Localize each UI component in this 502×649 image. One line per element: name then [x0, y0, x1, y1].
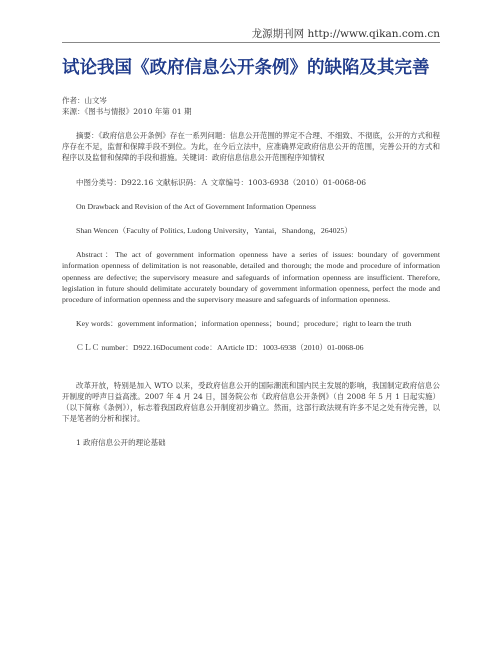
- english-abstract: Abstract：The act of government information openness have a series of issues: boundary of government information openness of delimitation is not reasonable, detailed and thorough; the mode and procedure of information openness are defective; the supervisory measure and safeguards of information openness are insufficient. Therefore, legislation in future should delimitate accurately boundary of government information openness, perfect the mode and procedure of information openness and the supervisory measure and safeguards of information openness.: [62, 250, 440, 305]
- header-divider: [62, 42, 440, 43]
- english-title: On Drawback and Revision of the Act of Government Information Openness: [76, 201, 316, 211]
- intro-paragraph: 改革开放，特别是加入 WTO 以来，受政府信息公开的国际潮流和国内民主发展的影响，我国制定政府信息公开制度的呼声日益高涨。2007 年 4 月 24 日，国务院公布《政府信息公开条例》（自 2008 年 5 月 1 日起实施）（以下简称《条例》），标志着我国政府信息公开制度初步确立。然而，这部行政法规有许多不足之处有待完善，以下是笔者的分析和探讨。: [62, 380, 440, 424]
- section-heading: 1 政府信息公开的理论基础: [76, 438, 166, 448]
- classification-chinese: 中图分类号：D922.16 文献标识码：Ａ 文章编号：1003-6938（2010）01-0068-06: [76, 177, 367, 187]
- english-classification: ＣＬＣ number：D922.16Document code：AArticle ID：1003-6938（2010）01-0068-06: [76, 343, 364, 353]
- page-header-site: 龙源期刊网 http://www.qikan.com.cn: [251, 28, 440, 40]
- author-line: 作者：山文岑: [62, 96, 107, 105]
- english-keywords: Key words：government information；information openness；bound；procedure；right to learn the truth: [76, 319, 412, 329]
- article-title: 试论我国《政府信息公开条例》的缺陷及其完善: [62, 58, 430, 78]
- source-line: 来源：《图书与情报》2010 年第 01 期: [62, 107, 192, 116]
- article-body: [62, 56, 440, 449]
- english-author: Shan Wencen（Faculty of Politics, Ludong University，Yantai，Shandong，264025）: [76, 226, 353, 236]
- abstract-chinese: 摘要：《政府信息公开条例》存在一系列问题：信息公开范围的界定不合理、不细致、不彻底，公开的方式和程序存在不足，监督和保障手段不到位。为此，在今后立法中，应准确界定政府信息公开的范围，完善公开的方式和程序以及监督和保障的手段和措施。关键词：政府信息信息公开范围程序知情权: [62, 131, 440, 163]
